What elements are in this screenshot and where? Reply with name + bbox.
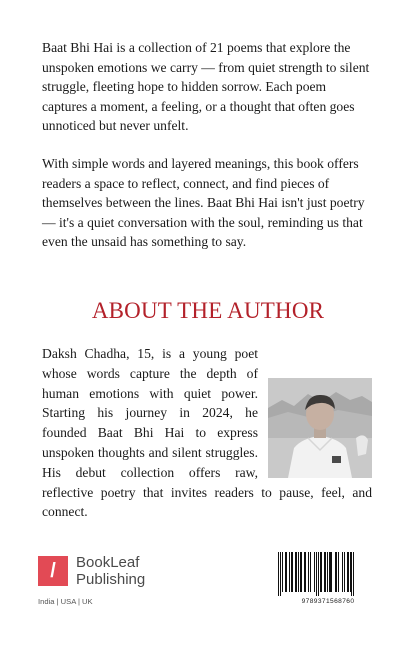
barcode-bar: [335, 552, 337, 592]
about-author-heading: ABOUT THE AUTHOR: [91, 298, 325, 323]
barcode-bar: [300, 552, 301, 592]
author-bio-section: [42, 344, 372, 522]
barcode-bar: [278, 552, 279, 596]
blurb-paragraph-2: With simple words and layered meanings, this book offers readers a space to reflect, connect, and find pieces of themselves between the lines. Baat Bhi Hai isn't just poetry — it's a quiet conversation with the soul, reminding us that even the unsaid has something to say.: [42, 156, 365, 250]
barcode-bar: [298, 552, 299, 592]
barcode-bar: [286, 552, 287, 592]
barcode-bar: [295, 552, 297, 592]
isbn-number: 9789371568760: [301, 598, 355, 605]
barcode-bar: [308, 552, 309, 592]
barcode-bar: [289, 552, 290, 592]
barcode-bar: [320, 552, 322, 592]
publisher-name-line-2: Publishing: [76, 571, 146, 588]
barcode-bar: [324, 552, 326, 592]
author-photo: [268, 378, 372, 478]
barcode-bar: [338, 552, 339, 592]
barcode-bar: [316, 552, 317, 596]
barcode-bar: [330, 552, 332, 592]
barcode-bar: [342, 552, 343, 592]
barcode-bar: [310, 552, 311, 592]
author-photo-frame: [268, 378, 372, 478]
barcode-bars: [274, 550, 382, 596]
barcode-bar: [282, 552, 283, 592]
barcode-bar: [353, 552, 354, 596]
publisher-mark-icon: /: [38, 556, 68, 586]
publisher-name: [76, 554, 145, 588]
barcode-bar: [348, 552, 349, 592]
barcode-bar: [318, 552, 319, 596]
barcode-bar: [350, 552, 351, 592]
barcode-bar: [347, 552, 348, 592]
barcode-bar: [280, 552, 281, 596]
barcode-bar: [314, 552, 315, 592]
publisher-regions: India | USA | UK: [38, 597, 93, 606]
barcode-bar: [304, 552, 305, 592]
publisher-logo: [38, 554, 188, 618]
barcode-bar: [291, 552, 293, 592]
barcode-bar: [329, 552, 330, 592]
isbn-barcode: [274, 550, 382, 614]
barcode-bar: [301, 552, 302, 592]
barcode-bar: [285, 552, 286, 592]
barcode-bar: [351, 552, 352, 596]
blurb-paragraph-1: Baat Bhi Hai is a collection of 21 poems that explore the unspoken emotions we carry — from quiet strength to silent struggle, fleeting hope to hidden sorrow. Each poem captures a moment, a feeling, or a thought that often goes unnoticed but never unfelt.: [42, 40, 370, 134]
barcode-bar: [305, 552, 306, 592]
author-bio-text: Daksh Chadha, 15, is a young poet whose words capture the depth of human emotions with quiet power. Starting his journey in 2024, he founded Baat Bhi Hai to express unspoken thoughts and silent struggles. His debut collection offers raw, reflective poetry that invites readers to pause, feel, and connect.: [42, 346, 372, 520]
publisher-name-line-1: BookLeaf: [76, 554, 140, 571]
barcode-bar: [344, 552, 345, 592]
barcode-bar: [327, 552, 328, 592]
